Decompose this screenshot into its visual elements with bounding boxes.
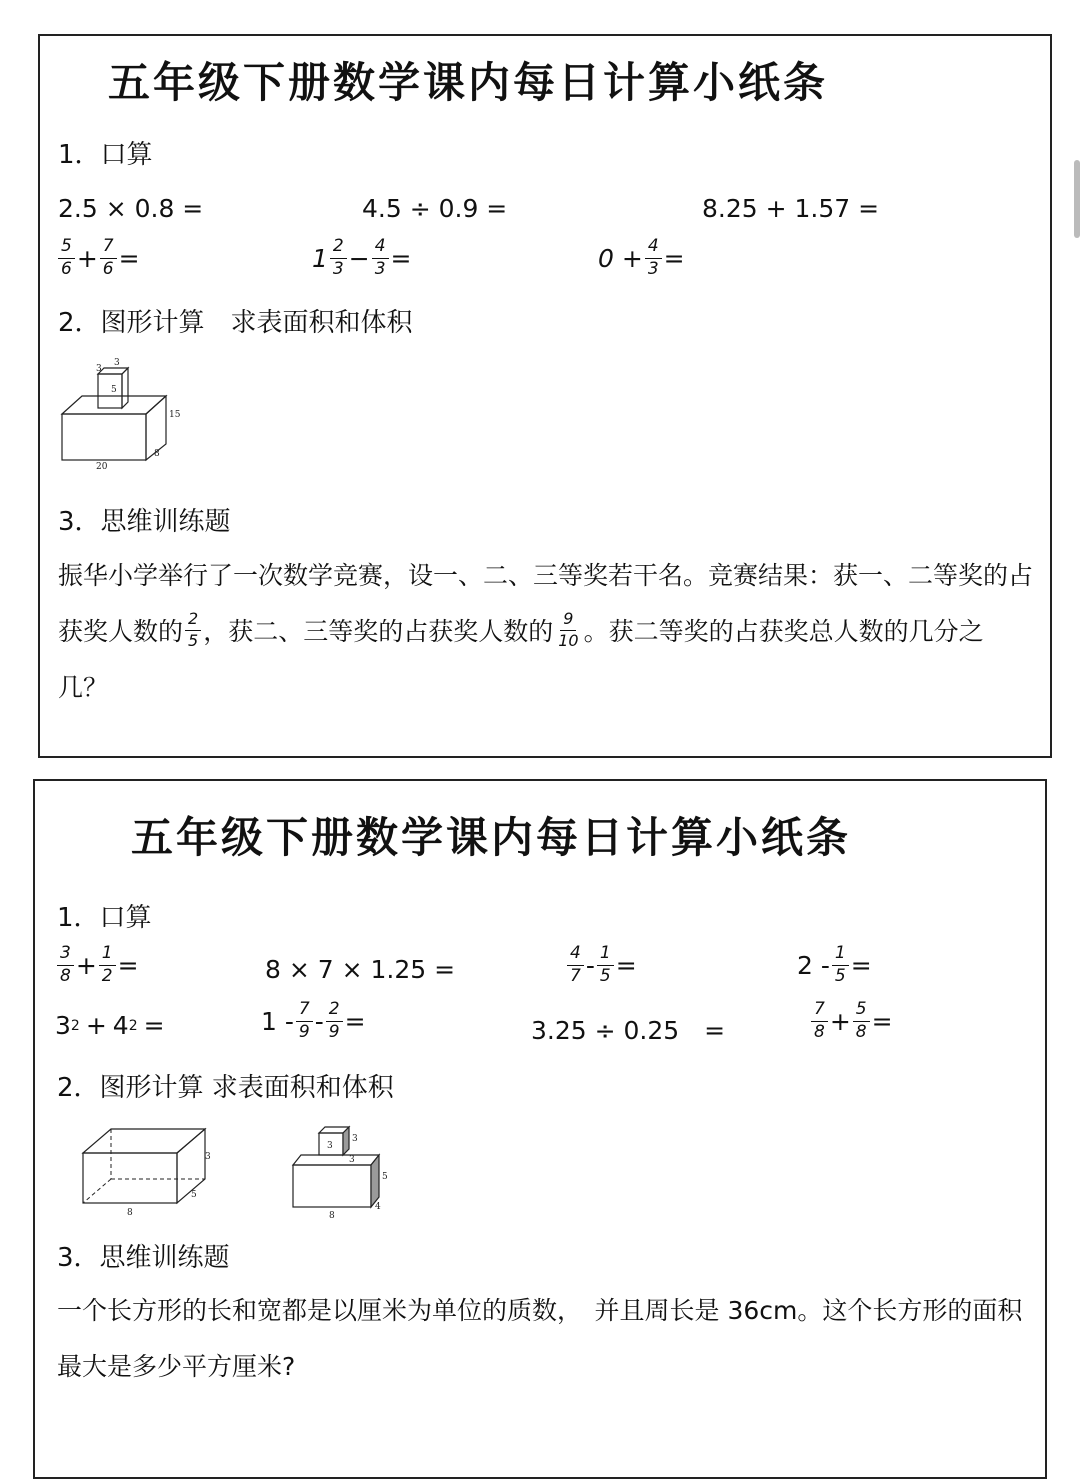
math-expression: 8.25 + 1.57 = [702, 194, 880, 223]
dimension-label: 4 [375, 1202, 381, 1212]
fraction: $\frac{7}{8}$ [811, 1001, 828, 1042]
section-heading-thinking: 3．思维训练题 [58, 507, 231, 537]
dimension-label: 8 [154, 449, 160, 459]
fraction: $\frac{7}{9}$ [296, 1001, 313, 1042]
worksheet-card-1 [38, 34, 1052, 758]
math-expression: 2.5 × 0.8 = [58, 194, 204, 223]
section-heading-geometry: 2．图形计算 求表面积和体积 [58, 308, 413, 338]
dimension-label: 8 [127, 1208, 133, 1217]
card-title: 五年级下册数学课内每日计算小纸条 [131, 813, 852, 862]
dimension-label: 3 [114, 358, 120, 368]
dimension-label: 3 [96, 364, 102, 374]
dimension-label: 3 [349, 1155, 355, 1165]
section-heading-mental-math: 1．口算 [58, 140, 153, 170]
fraction: $\frac{2}{3}$ [330, 238, 347, 279]
fraction: $\frac{5}{6}$ [58, 238, 75, 279]
dimension-label: 3 [352, 1134, 358, 1144]
composite-cuboid-figure [285, 1117, 405, 1221]
cuboid-figure [75, 1123, 215, 1217]
fraction: $\frac{5}{8}$ [853, 1001, 870, 1042]
fraction: $\frac{2}{9}$ [326, 1001, 343, 1042]
fraction-expression: 2 - $\frac{1}{5}$ = [797, 943, 872, 986]
dimension-label: 15 [169, 410, 181, 420]
dimension-label: 3 [327, 1141, 333, 1151]
fraction: $\frac{4}{3}$ [372, 238, 389, 279]
dimension-label: 8 [329, 1211, 335, 1221]
fraction: $\frac{2}{5}$ [185, 611, 201, 650]
word-problem: 一个长方形的长和宽都是以厘米为单位的质数， 并且周长是 36cm。这个长方形的面积最大是多少平方厘米? [57, 1296, 1023, 1381]
dimension-label: 5 [191, 1190, 197, 1200]
dimension-label: 5 [382, 1172, 388, 1182]
fraction: $\frac{4}{7}$ [567, 945, 584, 986]
fraction: $\frac{9}{10}$ [558, 608, 579, 650]
scrollbar[interactable] [1074, 160, 1080, 238]
dimension-label: 3 [205, 1152, 211, 1162]
fraction: $\frac{1}{2}$ [99, 945, 116, 986]
fraction-expression: $\frac{5}{6}$ + $\frac{7}{6}$ = [56, 238, 140, 279]
word-problem: 振华小学举行了一次数学竞赛，设一、二、三等奖若干名。竞赛结果：获一、二等奖的占获奖人数的 $\frac{2}{5}$ ，获二、三等奖的占获奖人数的 $\frac{9}{10}$ 。获二等奖的占获奖总人数的几分之几？ [58, 561, 1034, 702]
worksheet-card-2 [33, 779, 1047, 1479]
fraction-expression: 0 + $\frac{4}{3}$ = [598, 236, 685, 279]
math-expression: 8 × 7 × 1.25 = [265, 955, 456, 984]
fraction-expression: 1 - $\frac{7}{9}$ - $\frac{2}{9}$ = [261, 999, 366, 1042]
dimension-label: 20 [96, 462, 108, 472]
math-expression: 3.25 ÷ 0.25 = [531, 1016, 726, 1045]
fraction-expression: $\frac{4}{7}$ - $\frac{1}{5}$ = [565, 945, 637, 986]
section-heading-geometry: 2．图形计算 求表面积和体积 [57, 1073, 394, 1103]
fraction-expression: $\frac{3}{8}$ + $\frac{1}{2}$ = [55, 945, 139, 986]
composite-cuboid-figure [54, 352, 194, 472]
section-heading-mental-math: 1．口算 [57, 903, 152, 933]
section-heading-thinking: 3．思维训练题 [57, 1243, 230, 1273]
fraction: $\frac{1}{5}$ [832, 945, 849, 986]
dimension-label: 5 [111, 385, 117, 395]
fraction: $\frac{4}{3}$ [645, 238, 662, 279]
fraction: $\frac{3}{8}$ [57, 945, 74, 986]
fraction-expression: 1 $\frac{2}{3}$ − $\frac{4}{3}$ = [312, 236, 412, 279]
power-expression: 3 2 + 4 2 = [55, 1011, 165, 1040]
math-expression: 4.5 ÷ 0.9 = [362, 194, 508, 223]
fraction: $\frac{7}{6}$ [100, 238, 117, 279]
card-title: 五年级下册数学课内每日计算小纸条 [108, 58, 829, 107]
fraction: $\frac{1}{5}$ [597, 945, 614, 986]
fraction-expression: $\frac{7}{8}$ + $\frac{5}{8}$ = [809, 1001, 893, 1042]
